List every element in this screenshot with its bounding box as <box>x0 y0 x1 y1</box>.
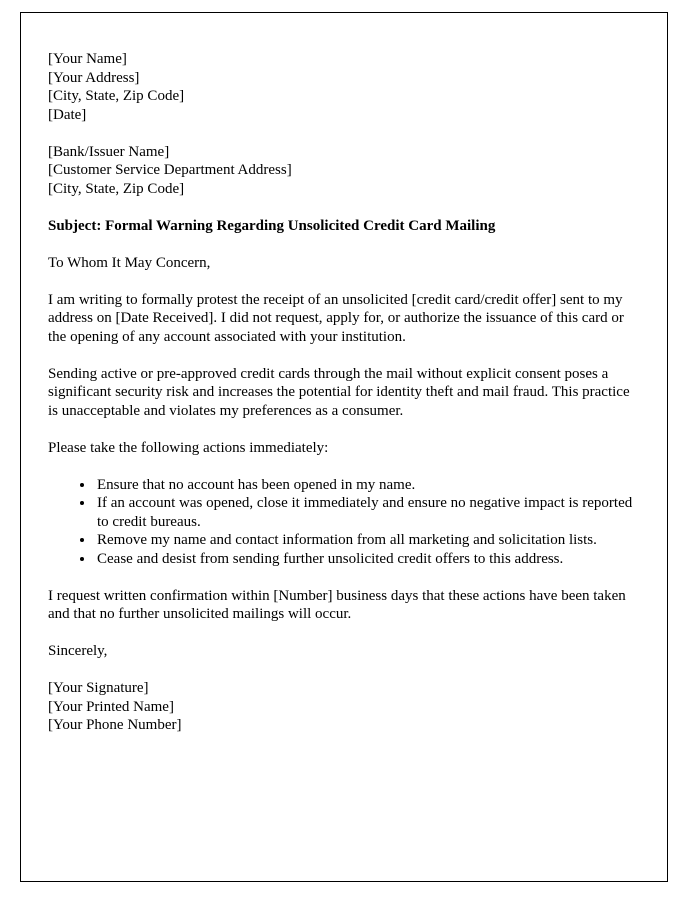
signature-block <box>48 679 640 735</box>
printed-name-line: [Your Printed Name] <box>48 698 174 715</box>
recipient-city: [City, State, Zip Code] <box>48 180 185 197</box>
sender-city: [City, State, Zip Code] <box>48 88 185 104</box>
subject-line: Subject: Formal Warning Regarding Unsolicited Credit Card Mailing <box>48 217 496 234</box>
salutation: To Whom It May Concern, <box>48 254 211 271</box>
letter-date: [Date] <box>48 106 87 123</box>
action-item: • If an account was opened, close it immediately and ensure no negative impact is reported to credit bureaus. <box>95 494 640 531</box>
action-list <box>48 476 640 569</box>
recipient-bank: [Bank/Issuer Name] <box>48 143 170 160</box>
phone-line: [Your Phone Number] <box>48 717 182 733</box>
paragraph-protest: I am writing to formally protest the receipt of an unsolicited [credit card/credit offer] sent to my address on [Date Received]. I did not request, apply for, or authorize the issuance of this card or the opening of any account associated with your institution. <box>48 291 624 345</box>
action-item: • Remove my name and contact information from all marketing and solicitation lists. <box>95 531 640 550</box>
action-item: • Ensure that no account has been opened in my name. <box>95 476 640 495</box>
recipient-department: [Customer Service Department Address] <box>48 162 292 178</box>
letter-page <box>20 12 668 882</box>
sender-address: [Your Address] <box>48 69 140 86</box>
sender-block <box>48 50 640 124</box>
recipient-block <box>48 143 640 199</box>
closing: Sincerely, <box>48 643 108 659</box>
paragraph-confirmation: I request written confirmation within [Number] business days that these actions have been taken and that no further unsolicited mailings will occur. <box>48 587 626 622</box>
paragraph-security-risk: Sending active or pre-approved credit cards through the mail without explicit consent poses a significant security risk and increases the potential for identity theft and mail fraud. This practice is unacceptable and violates my preferences as a consumer. <box>48 365 630 419</box>
action-item: • Cease and desist from sending further unsolicited credit offers to this address. <box>95 550 640 569</box>
sender-name: [Your Name] <box>48 51 127 67</box>
paragraph-actions-intro: Please take the following actions immediately: <box>48 439 329 456</box>
signature-line: [Your Signature] <box>48 680 149 696</box>
